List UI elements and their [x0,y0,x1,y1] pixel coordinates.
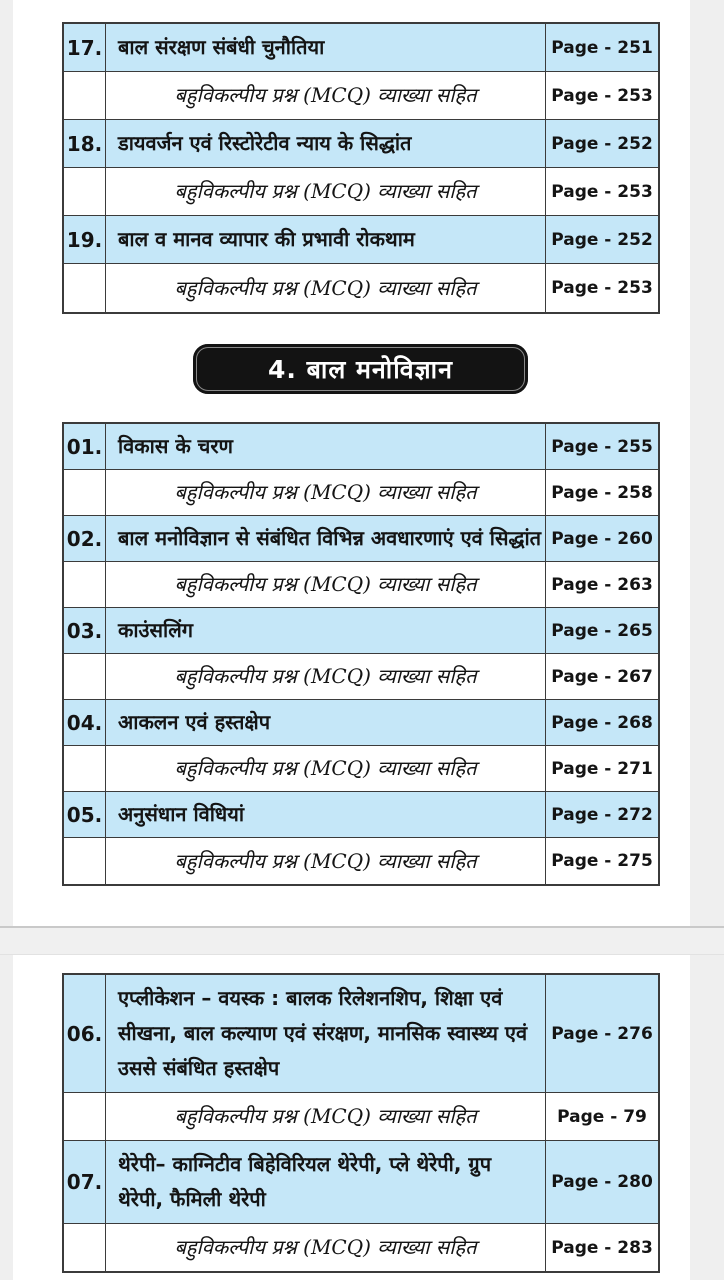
chapter-number [64,654,106,699]
toc-row-mcq [64,838,658,884]
mcq-label: बहुविकल्पीय प्रश्न (MCQ) व्याख्या सहित [106,838,546,884]
page-number: Page - 268 [551,712,653,733]
section-banner [193,344,528,394]
chapter-number [64,562,106,607]
page-number: Page - 253 [551,278,653,298]
toc-row-mcq [64,72,658,120]
chapter-title: बाल मनोविज्ञान से संबंधित विभिन्न अवधारणाएं एवं सिद्धांत [106,516,546,561]
chapter-number [64,838,106,884]
toc-row-chapter [64,975,658,1093]
chapter-number: 18. [64,120,106,167]
chapter-title: बाल व मानव व्यापार की प्रभावी रोकथाम [106,216,546,263]
chapter-number: 05. [64,792,106,837]
toc-row-mcq [64,1093,658,1141]
page-number: Page - 258 [551,482,653,503]
page-break-gap [0,926,724,955]
page-number: Page - 265 [551,620,653,641]
page-number: Page - 253 [551,181,653,202]
page-margin-right [690,0,724,1280]
toc-row-mcq [64,654,658,700]
chapter-number [64,264,106,312]
chapter-title: एप्लीकेशन – वयस्क : बालक रिलेशनशिप, शिक्षा एवं सीखना, बाल कल्याण एवं संरक्षण, मानसिक स्वास्थ्य एवं उससे संबंधित हस्तक्षेप [106,975,546,1092]
mcq-label: बहुविकल्पीय प्रश्न (MCQ) व्याख्या सहित [106,562,546,607]
toc-row-mcq [64,1224,658,1271]
page-number: Page - 271 [551,758,653,779]
mcq-label: बहुविकल्पीय प्रश्न (MCQ) व्याख्या सहित [106,746,546,791]
chapter-number: 17. [64,24,106,71]
toc-row-mcq [64,562,658,608]
toc-row-mcq [64,470,658,516]
chapter-number: 19. [64,216,106,263]
section-banner-label: 4. बाल मनोविज्ञान [267,355,454,384]
chapter-title: डायवर्जन एवं रिस्टोरेटीव न्याय के सिद्धांत [106,120,546,167]
chapter-number [64,168,106,215]
chapter-number: 01. [64,424,106,469]
chapter-number [64,746,106,791]
chapter-title: आकलन एवं हस्तक्षेप [106,700,546,745]
toc-row-mcq [64,746,658,792]
toc-row-chapter [64,24,658,72]
page-number: Page - 276 [551,1023,653,1044]
toc-row-chapter [64,516,658,562]
toc-row-chapter [64,120,658,168]
page-number: Page - 260 [551,528,653,549]
chapter-number: 02. [64,516,106,561]
toc-table-section4-part2 [62,973,660,1273]
chapter-title: बाल संरक्षण संबंधी चुनौतिया [106,24,546,71]
mcq-label: बहुविकल्पीय प्रश्न (MCQ) व्याख्या सहित [106,654,546,699]
page-number: Page - 252 [551,229,653,250]
page-number: Page - 251 [551,37,653,58]
toc-table-section3 [62,22,660,314]
page-number: Page - 255 [551,436,653,457]
chapter-title: विकास के चरण [106,424,546,469]
mcq-label: बहुविकल्पीय प्रश्न (MCQ) व्याख्या सहित [106,1224,546,1271]
chapter-number [64,1093,106,1140]
chapter-number: 06. [64,975,106,1092]
page-number: Page - 267 [551,666,653,687]
chapter-number [64,1224,106,1271]
toc-row-chapter [64,216,658,264]
page-number: Page - 283 [551,1237,653,1258]
mcq-label: बहुविकल्पीय प्रश्न (MCQ) व्याख्या सहित [106,72,546,119]
mcq-label: बहुविकल्पीय प्रश्न (MCQ) व्याख्या सहित [106,1093,546,1140]
page-number: Page - 275 [551,851,653,871]
page-number: Page - 272 [551,804,653,825]
mcq-label: बहुविकल्पीय प्रश्न (MCQ) व्याख्या सहित [106,470,546,515]
mcq-label: बहुविकल्पीय प्रश्न (MCQ) व्याख्या सहित [106,168,546,215]
toc-row-mcq [64,264,658,312]
page-number: Page - 253 [551,85,653,106]
chapter-number [64,470,106,515]
chapter-number: 04. [64,700,106,745]
chapter-number: 07. [64,1141,106,1223]
toc-row-chapter [64,424,658,470]
chapter-title: अनुसंधान विधियां [106,792,546,837]
chapter-title: काउंसलिंग [106,608,546,653]
mcq-label: बहुविकल्पीय प्रश्न (MCQ) व्याख्या सहित [106,264,546,312]
toc-row-chapter [64,608,658,654]
toc-row-mcq [64,168,658,216]
toc-row-chapter [64,700,658,746]
chapter-number: 03. [64,608,106,653]
toc-row-chapter [64,792,658,838]
toc-row-chapter [64,1141,658,1224]
page-number: Page - 280 [551,1172,653,1192]
page-margin-left [0,0,13,1280]
chapter-title: थेरेपी– काग्निटीव बिहेविरियल थेरेपी, प्ले थेरेपी, ग्रुप थेरेपी, फैमिली थेरेपी [106,1141,546,1223]
chapter-number [64,72,106,119]
toc-table-section4-part1 [62,422,660,886]
page-number: Page - 79 [557,1106,647,1127]
page-number: Page - 252 [551,133,653,154]
page-number: Page - 263 [551,574,653,595]
